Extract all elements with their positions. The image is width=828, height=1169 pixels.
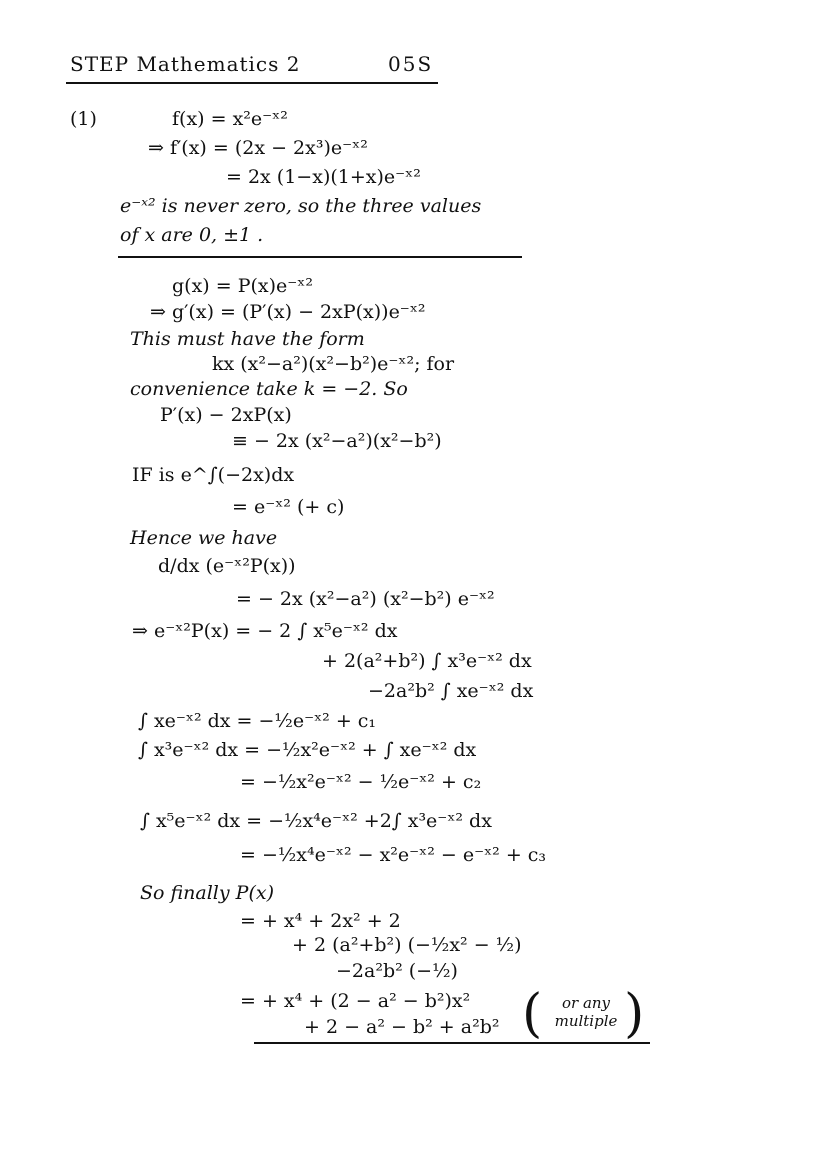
part2-line-4: kx (x²−a²)(x²−b²)e⁻ˣ²; for	[212, 353, 455, 375]
part2-line-13: ⇒ e⁻ˣ²P(x) = − 2 ∫ x⁵e⁻ˣ² dx	[132, 620, 398, 642]
part2-line-24: −2a²b² (−½)	[336, 960, 458, 982]
part2-line-26: + 2 − a² − b² + a²b²	[304, 1016, 500, 1038]
part1-line-4: e⁻ˣ² is never zero, so the three values	[120, 195, 482, 217]
part2-line-1: g(x) = P(x)e⁻ˣ²	[172, 275, 313, 297]
part2-line-3: This must have the form	[130, 328, 365, 350]
question-number: (1)	[70, 108, 97, 130]
note-line-2: multiple	[554, 1012, 618, 1030]
part2-line-12: = − 2x (x²−a²) (x²−b²) e⁻ˣ²	[236, 588, 495, 610]
header-title: STEP Mathematics 2	[70, 52, 301, 76]
part2-line-8: IF is e^∫(−2x)dx	[132, 464, 295, 486]
part1-end-rule	[118, 256, 522, 258]
part2-line-18: = −½x²e⁻ˣ² − ½e⁻ˣ² + c₂	[240, 771, 482, 793]
part2-line-9: = e⁻ˣ² (+ c)	[232, 496, 345, 518]
part2-line-23: + 2 (a²+b²) (−½x² − ½)	[292, 934, 522, 956]
part2-line-20: = −½x⁴e⁻ˣ² − x²e⁻ˣ² − e⁻ˣ² + c₃	[240, 844, 547, 866]
part2-line-10: Hence we have	[130, 527, 278, 549]
part2-line-17: ∫ x³e⁻ˣ² dx = −½x²e⁻ˣ² + ∫ xe⁻ˣ² dx	[138, 739, 477, 761]
part2-line-15: −2a²b² ∫ xe⁻ˣ² dx	[368, 680, 534, 702]
part2-line-25: = + x⁴ + (2 − a² − b²)x²	[240, 990, 471, 1012]
part2-line-19: ∫ x⁵e⁻ˣ² dx = −½x⁴e⁻ˣ² +2∫ x³e⁻ˣ² dx	[140, 810, 492, 832]
header-rule	[66, 82, 438, 84]
part2-line-22: = + x⁴ + 2x² + 2	[240, 910, 401, 932]
header-code: 05S	[388, 52, 434, 76]
part2-line-7: ≡ − 2x (x²−a²)(x²−b²)	[232, 430, 442, 452]
part1-line-3: = 2x (1−x)(1+x)e⁻ˣ²	[226, 166, 421, 188]
part2-line-21: So finally P(x)	[140, 882, 274, 904]
part2-line-2: ⇒ g′(x) = (P′(x) − 2xP(x))e⁻ˣ²	[150, 301, 426, 323]
part1-line-1: f(x) = x²e⁻ˣ²	[172, 108, 288, 130]
part1-line-2: ⇒ f′(x) = (2x − 2x³)e⁻ˣ²	[148, 137, 368, 159]
part2-line-6: P′(x) − 2xP(x)	[160, 404, 292, 426]
part2-line-16: ∫ xe⁻ˣ² dx = −½e⁻ˣ² + c₁	[138, 710, 377, 732]
note-line-1: or any	[561, 994, 611, 1012]
part1-line-5: of x are 0, ±1 .	[120, 224, 264, 246]
part2-line-14: + 2(a²+b²) ∫ x³e⁻ˣ² dx	[322, 650, 532, 672]
note-left-paren: (	[522, 984, 543, 1044]
part2-line-5: convenience take k = −2. So	[130, 378, 408, 400]
note-right-paren: )	[624, 984, 645, 1044]
part2-line-11: d/dx (e⁻ˣ²P(x))	[158, 555, 296, 577]
final-rule	[254, 1042, 650, 1044]
